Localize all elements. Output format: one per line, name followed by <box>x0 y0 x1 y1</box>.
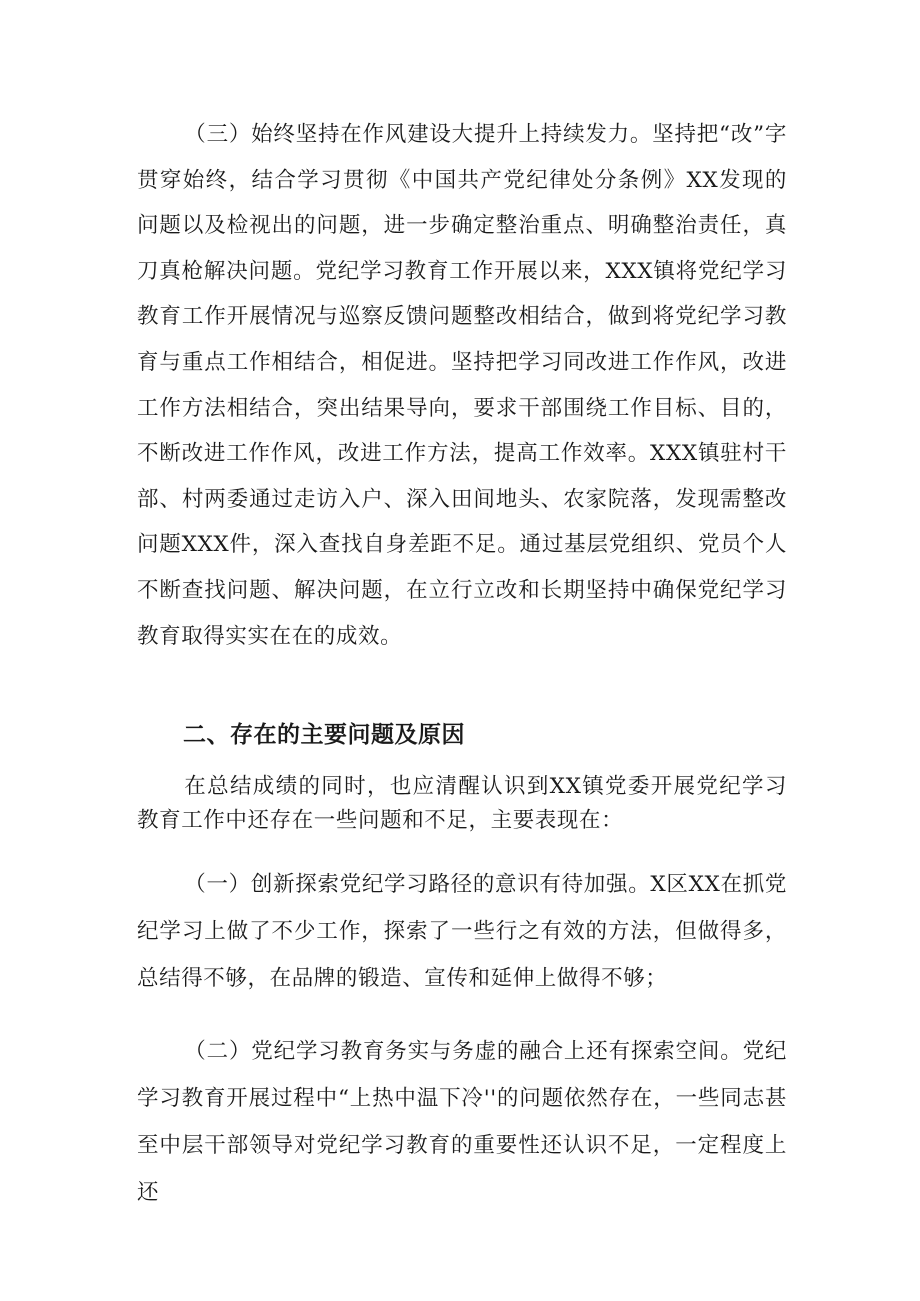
paragraph-issue-2: （二）党纪学习教育务实与务虚的融合上还有探索空间。党纪学习教育开展过程中“上热中温下冷''的问题依然存在，一些同志甚至中层干部领导对党纪学习教育的重要性还认识不足，一定程度上还 <box>137 1039 787 1205</box>
paragraph-section-3: （三）始终坚持在作风建设大提升上持续发力。坚持把“改”字贯穿始终，结合学习贯彻《中国共产党纪律处分条例》XX发现的问题以及检视出的问题，进一步确定整治重点、明确整治责任，真刀真枪解决问题。党纪学习教育工作开展以来，XXX镇将党纪学习教育工作开展情况与巡察反馈问题整改相结合，做到将党纪学习教育与重点工作相结合，相促进。坚持把学习同改进工作作风，改进工作方法相结合，突出结果导向，要求干部围绕工作目标、目的，不断改进工作作风，改进工作方法，提高工作效率。XXX镇驻村干部、村两委通过走访入户、深入田间地头、农家院落，发现需整改问题XXX件，深入查找自身差距不足。通过基层党组织、党员个人不断查找问题、解决问题，在立行立改和长期坚持中确保党纪学习教育取得实实在在的成效。 <box>137 122 787 649</box>
paragraph-issue-1: （一）创新探索党纪学习路径的意识有待加强。X区XX在抓党纪学习上做了不少工作，探索了一些行之有效的方法，但做得多，总结得不够，在品牌的锻造、宣传和延伸上做得不够； <box>137 872 787 991</box>
section-heading-problems: 二、存在的主要问题及原因 <box>183 722 465 748</box>
paragraph-intro: 在总结成绩的同时，也应清醒认识到XX镇党委开展党纪学习教育工作中还存在一些问题和不足，主要表现在： <box>137 774 787 833</box>
